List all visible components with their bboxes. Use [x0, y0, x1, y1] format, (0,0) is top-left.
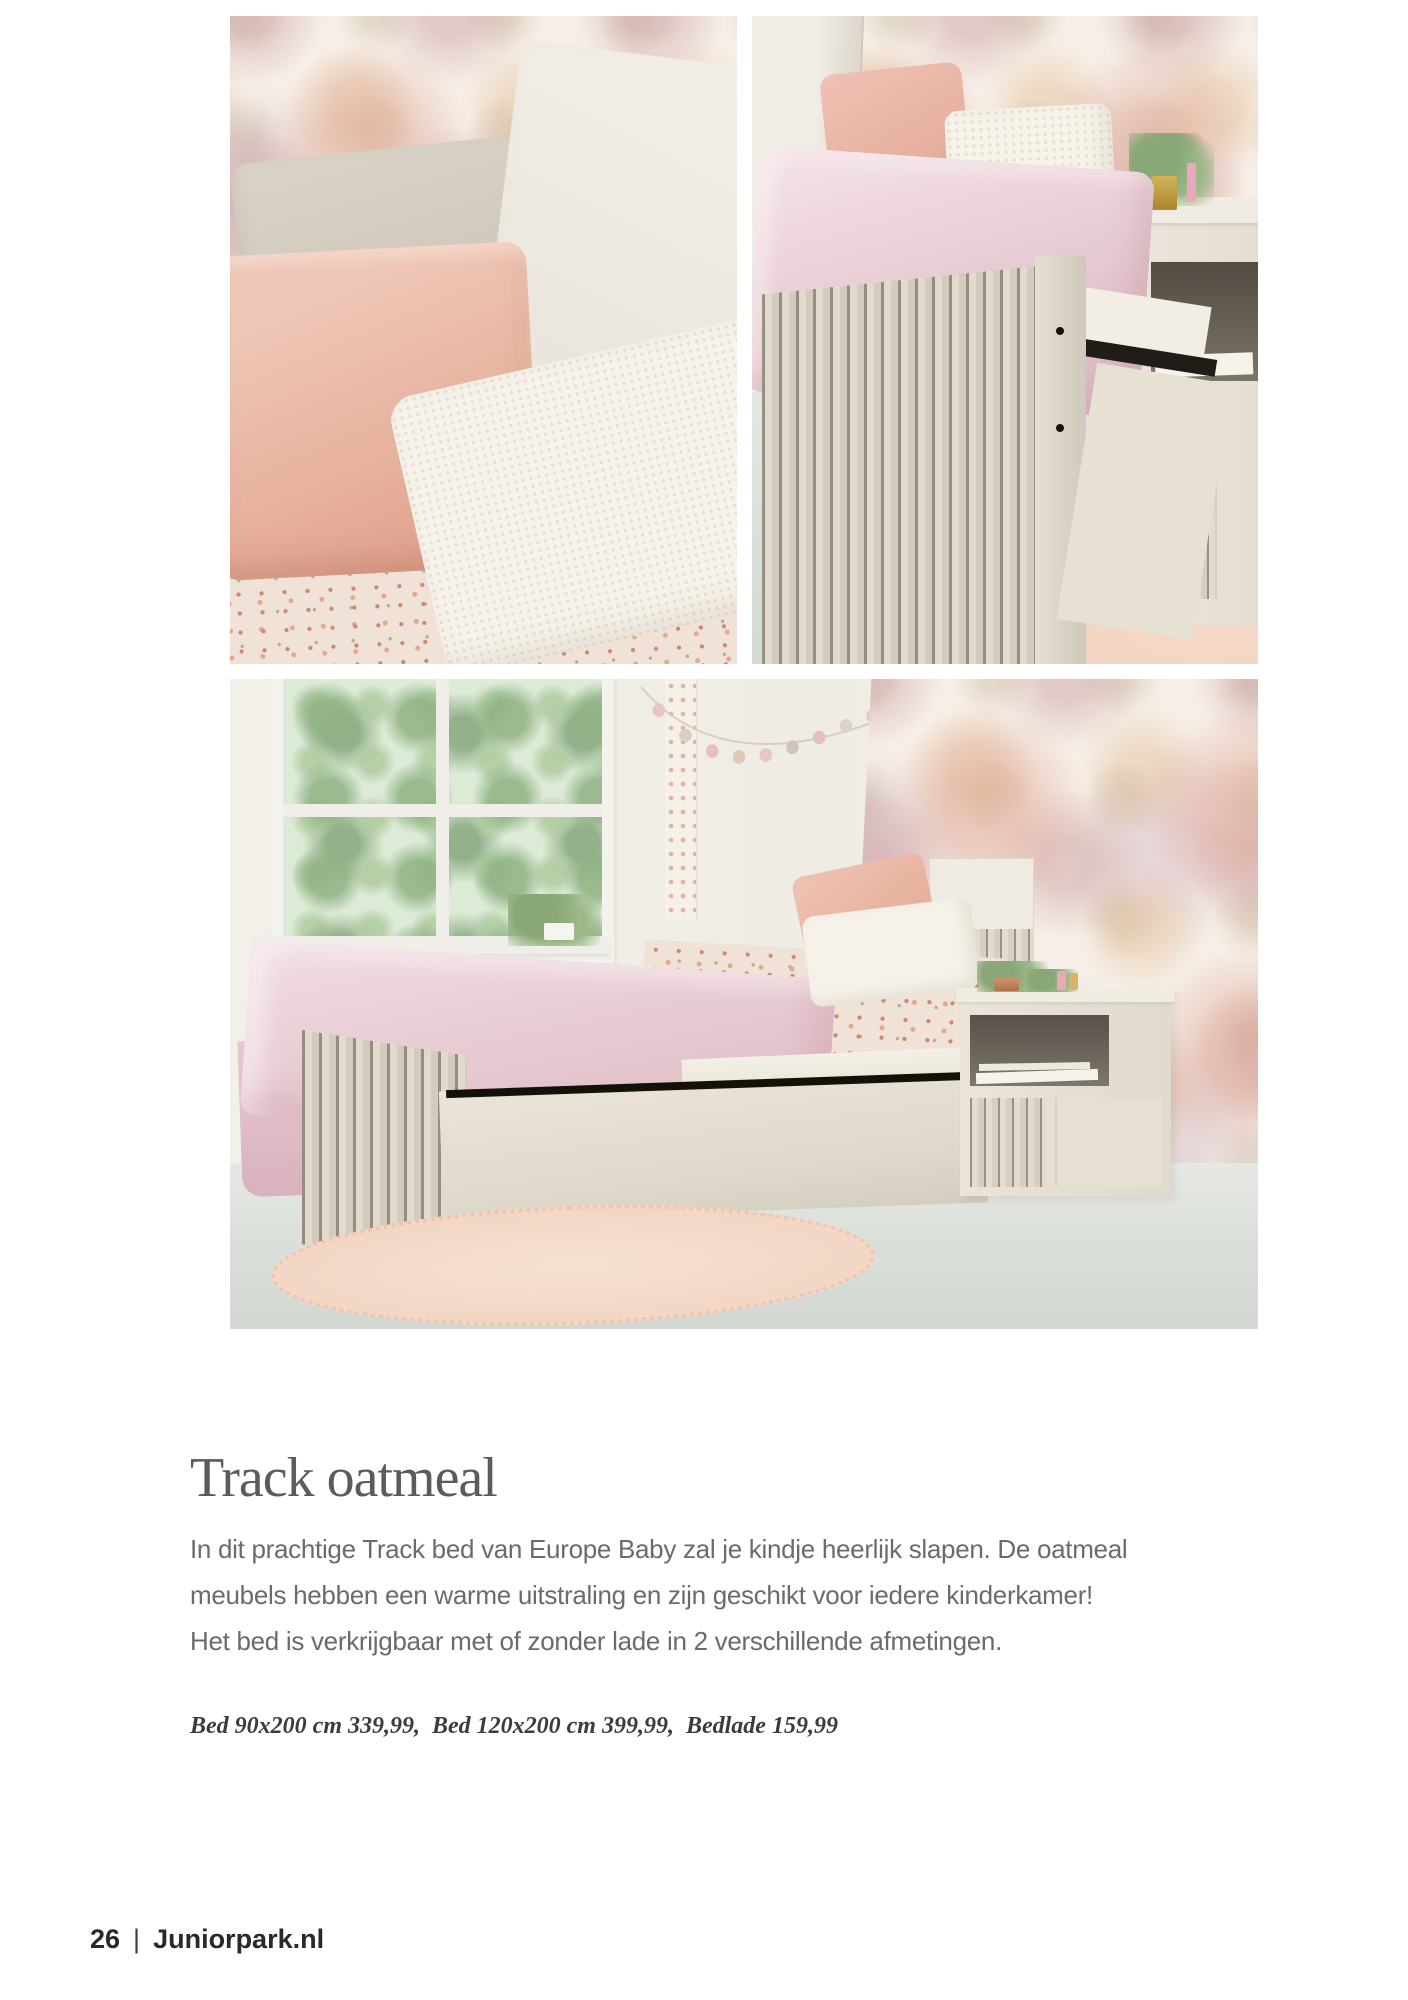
- product-title: Track oatmeal: [190, 1447, 497, 1509]
- page-footer: [90, 1924, 324, 1955]
- window-transom: [283, 804, 602, 818]
- nightstand-slat-door: [970, 1098, 1046, 1187]
- sill-plant-pot: [544, 923, 575, 940]
- description-line: Het bed is verkrijgbaar met of zonder lade in 2 verschillende afmetingen.: [190, 1626, 1002, 1656]
- product-pricing: Bed 90x200 cm 339,99, Bed 120x200 cm 399,99, Bedlade 159,99: [190, 1713, 838, 1739]
- white-decor-item: [1086, 975, 1107, 990]
- gold-bottle: [1069, 973, 1077, 990]
- description-line: meubels hebben een warme uitstraling en zijn geschikt voor iedere kinderkamer!: [190, 1580, 1093, 1610]
- magazine: [976, 1069, 1099, 1085]
- bolt-dot: [1056, 327, 1064, 335]
- gold-plant-pot: [1151, 176, 1177, 210]
- site-name: Juniorpark.nl: [153, 1924, 325, 1954]
- nightstand-open-shelf: [970, 1015, 1109, 1086]
- bolt-dot: [1056, 424, 1064, 432]
- pink-bottle: [1057, 971, 1066, 990]
- description-line: In dit prachtige Track bed van Europe Baby zal je kindje heerlijk slapen. De oatmeal: [190, 1534, 1128, 1564]
- pink-bottle: [1187, 163, 1196, 201]
- footer-separator: |: [133, 1924, 141, 1954]
- page-number: 26: [90, 1924, 121, 1954]
- photo-bed-corner: [752, 16, 1258, 664]
- nightstand-side: [1055, 1098, 1162, 1187]
- product-description: [190, 1526, 1127, 1664]
- copper-plant-pot: [994, 978, 1019, 990]
- photo-pillows-closeup: [230, 16, 737, 664]
- bed-footboard-slats: [762, 262, 1076, 664]
- nightstand: [960, 988, 1171, 1196]
- photo-bedroom-overview: [230, 679, 1258, 1329]
